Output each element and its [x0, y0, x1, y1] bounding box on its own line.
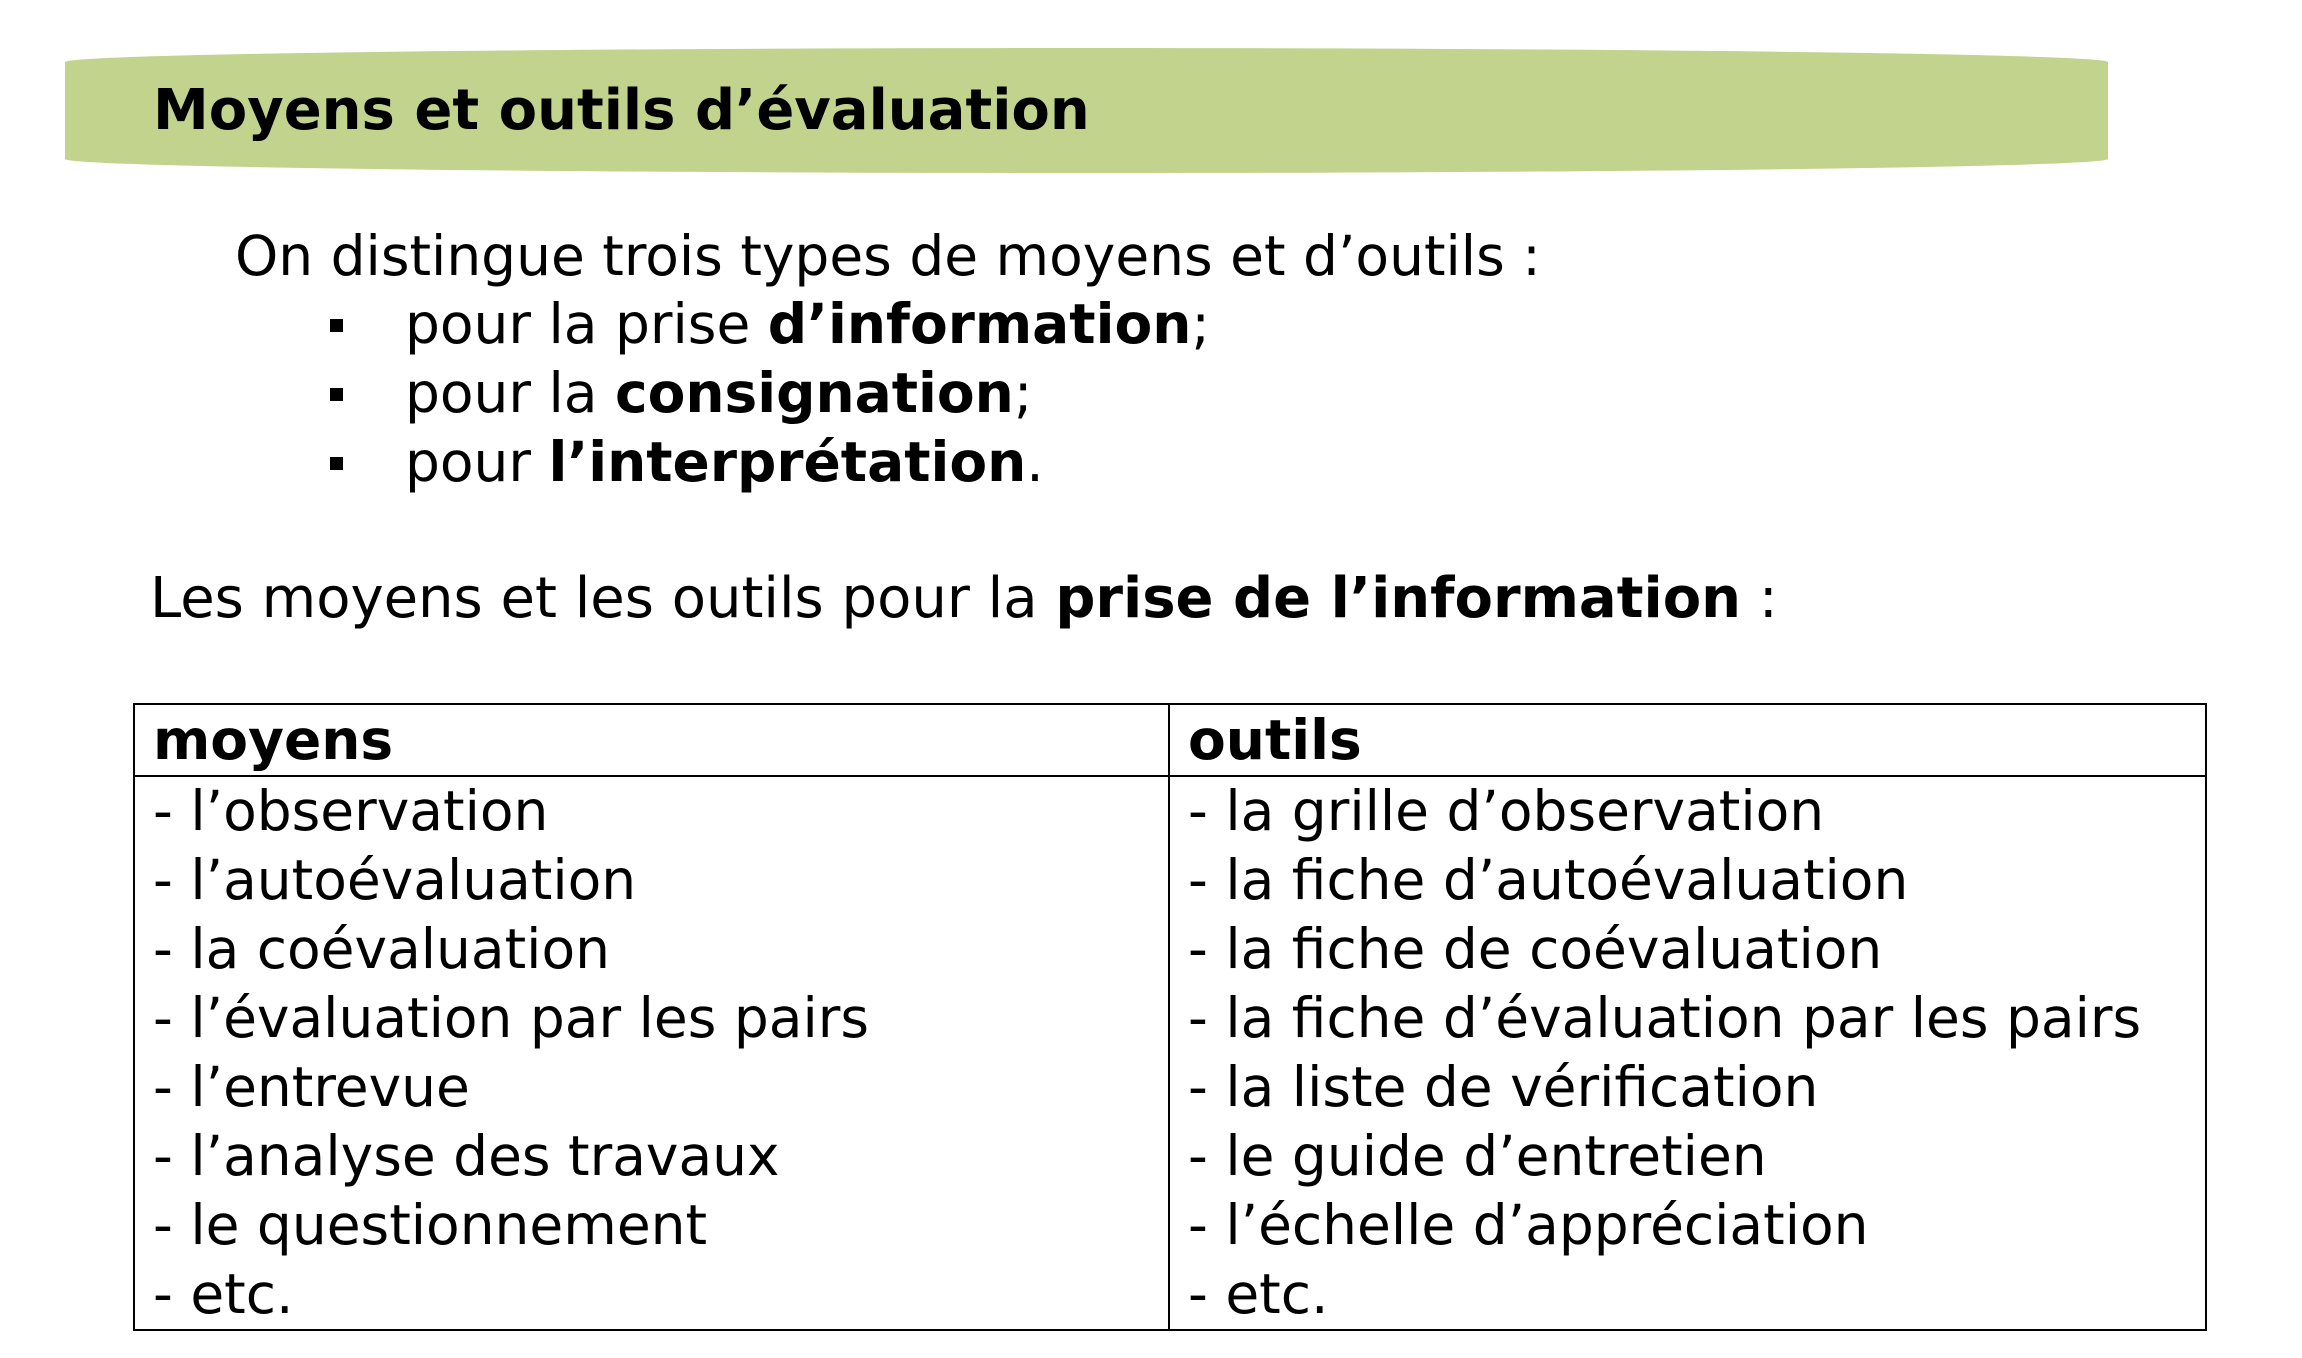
outil-item: - l’échelle d’appréciation — [1188, 1193, 1869, 1257]
section-heading — [150, 564, 1778, 634]
outil-item: - la liste de vérification — [1188, 1055, 1819, 1119]
moyen-item: - l’analyse des travaux — [153, 1124, 780, 1188]
title-banner — [65, 48, 2108, 173]
outil-item: - la fiche de coévaluation — [1188, 917, 1883, 981]
moyen-item: - l’entrevue — [153, 1055, 470, 1119]
moyen-item: - etc. — [153, 1262, 294, 1326]
moyen-item: - l’autoévaluation — [153, 848, 637, 912]
outil-item: - la grille d’observation — [1188, 779, 1825, 843]
list-item — [310, 428, 1210, 497]
means-tools-table — [133, 703, 2207, 1331]
item-emphasis: l’interprétation — [548, 430, 1027, 494]
item-text: pour la — [405, 361, 615, 425]
moyen-item: - l’observation — [153, 779, 549, 843]
intro-text: On distingue trois types de moyens et d’outils : — [235, 224, 1541, 288]
outil-item: - etc. — [1188, 1262, 1329, 1326]
item-punctuation: ; — [1191, 292, 1210, 356]
square-bullet-icon — [330, 457, 343, 470]
item-text: pour la prise — [405, 292, 768, 356]
outil-item: - la fiche d’évaluation par les pairs — [1188, 986, 2142, 1050]
moyen-item: - l’évaluation par les pairs — [153, 986, 869, 1050]
square-bullet-icon — [330, 388, 343, 401]
list-item — [310, 290, 1210, 359]
outil-item: - le guide d’entretien — [1188, 1124, 1767, 1188]
list-item — [310, 359, 1210, 428]
moyen-item: - le questionnement — [153, 1193, 708, 1257]
heading-punctuation: : — [1741, 566, 1778, 631]
moyens-cell — [134, 776, 1169, 1330]
square-bullet-icon — [330, 319, 343, 332]
item-emphasis: consignation — [614, 361, 1014, 425]
outils-cell — [1169, 776, 2206, 1330]
item-text: pour — [405, 430, 549, 494]
types-list — [310, 290, 1210, 497]
page-title: Moyens et outils d’évaluation — [153, 78, 1090, 143]
item-punctuation: . — [1026, 430, 1044, 494]
heading-emphasis: prise de l’information — [1055, 566, 1742, 631]
column-header-outils: outils — [1169, 704, 2206, 776]
item-punctuation: ; — [1013, 361, 1033, 425]
column-header-moyens: moyens — [134, 704, 1169, 776]
outil-item: - la fiche d’autoévaluation — [1188, 848, 1909, 912]
moyen-item: - la coévaluation — [153, 917, 610, 981]
heading-text: Les moyens et les outils pour la — [150, 566, 1056, 631]
table-row — [134, 776, 2206, 1330]
table-header-row — [134, 704, 2206, 776]
item-emphasis: d’information — [767, 292, 1192, 356]
